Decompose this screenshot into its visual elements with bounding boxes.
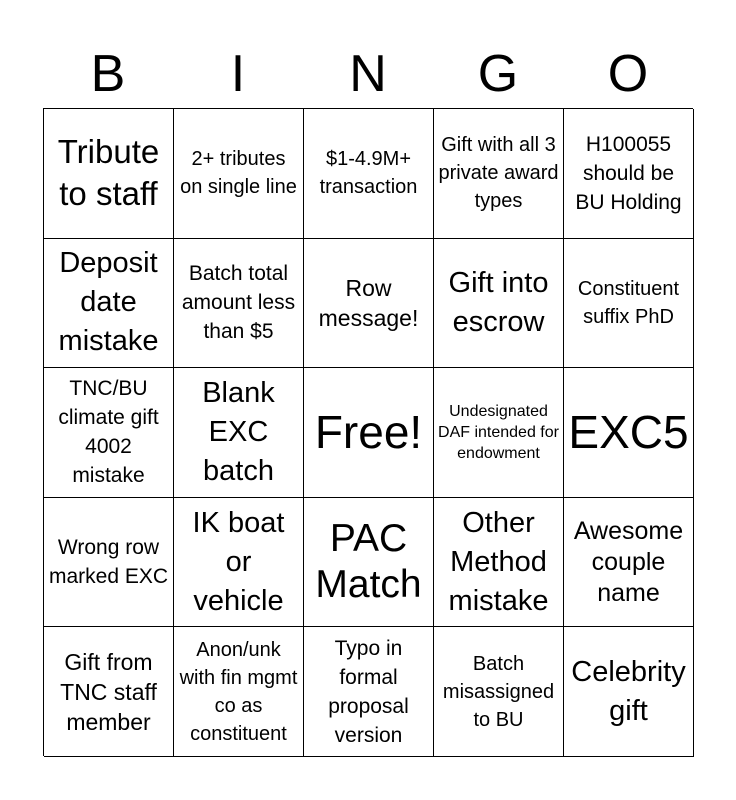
cell-text: Constituent suffix PhD	[577, 277, 680, 328]
bingo-cell-r5c5[interactable]	[564, 627, 694, 757]
cell-text: Gift with all 3 private award types	[438, 134, 559, 213]
bingo-cell-r4c3[interactable]	[304, 498, 434, 628]
bingo-header	[43, 40, 693, 108]
cell-text: Typo in formal proposal version	[328, 636, 409, 747]
cell-text: Celebrity gift	[571, 655, 686, 727]
bingo-cell-r3c1[interactable]	[44, 368, 174, 498]
cell-text: Free!	[314, 406, 423, 459]
bingo-cell-r1c5[interactable]	[564, 109, 694, 239]
cell-text: TNC/BU climate gift 4002 mistake	[58, 377, 159, 488]
bingo-cell-r1c4[interactable]	[434, 109, 564, 239]
bingo-cell-r2c2[interactable]	[174, 239, 304, 369]
bingo-grid	[43, 108, 693, 756]
cell-text: Blank EXC batch	[202, 376, 275, 487]
bingo-cell-r3c5[interactable]	[564, 368, 694, 498]
cell-text: $1-4.9M+ transaction	[319, 148, 418, 199]
bingo-cell-r1c3[interactable]	[304, 109, 434, 239]
bingo-cell-r3c3[interactable]	[304, 368, 434, 498]
cell-text: Tribute to staff	[57, 133, 160, 213]
cell-text: Gift from TNC staff member	[60, 648, 157, 735]
bingo-cell-r3c4[interactable]	[434, 368, 564, 498]
bingo-cell-r1c1[interactable]	[44, 109, 174, 239]
cell-text: Wrong row marked EXC	[48, 536, 169, 589]
header-letter-g: G	[477, 45, 519, 103]
header-letter-n: N	[349, 45, 387, 103]
cell-text: PAC Match	[315, 517, 422, 607]
bingo-cell-r2c3[interactable]	[304, 239, 434, 369]
cell-text: Deposit date mistake	[58, 247, 159, 358]
cell-text: Awesome couple name	[573, 516, 684, 607]
cell-text: IK boat or vehicle	[192, 506, 285, 617]
bingo-cell-r4c5[interactable]	[564, 498, 694, 628]
cell-text: Row message!	[318, 274, 419, 331]
bingo-cell-r5c3[interactable]	[304, 627, 434, 757]
cell-text: Undesignated DAF intended for endowment	[438, 402, 559, 462]
bingo-cell-r5c1[interactable]	[44, 627, 174, 757]
cell-text: Anon/unk with fin mgmt co as constituent	[179, 638, 298, 745]
bingo-cell-r2c4[interactable]	[434, 239, 564, 369]
bingo-cell-r2c1[interactable]	[44, 239, 174, 369]
cell-text: Other Method mistake	[448, 506, 549, 617]
bingo-cell-r4c4[interactable]	[434, 498, 564, 628]
cell-text: H100055 should be BU Holding	[575, 132, 682, 214]
bingo-cell-r4c2[interactable]	[174, 498, 304, 628]
header-letter-i: I	[230, 45, 246, 103]
cell-text: Batch misassigned to BU	[442, 652, 555, 731]
bingo-cell-r4c1[interactable]	[44, 498, 174, 628]
cell-text: 2+ tributes on single line	[180, 148, 297, 199]
cell-text: Gift into escrow	[448, 266, 549, 338]
bingo-cell-r5c4[interactable]	[434, 627, 564, 757]
cell-text: EXC5	[568, 406, 689, 459]
header-letter-o: O	[607, 45, 649, 103]
header-letter-b: B	[90, 45, 126, 103]
bingo-cell-r3c2[interactable]	[174, 368, 304, 498]
bingo-cell-r1c2[interactable]	[174, 109, 304, 239]
bingo-cell-r2c5[interactable]	[564, 239, 694, 369]
cell-text: Batch total amount less than $5	[181, 262, 296, 344]
bingo-cell-r5c2[interactable]	[174, 627, 304, 757]
